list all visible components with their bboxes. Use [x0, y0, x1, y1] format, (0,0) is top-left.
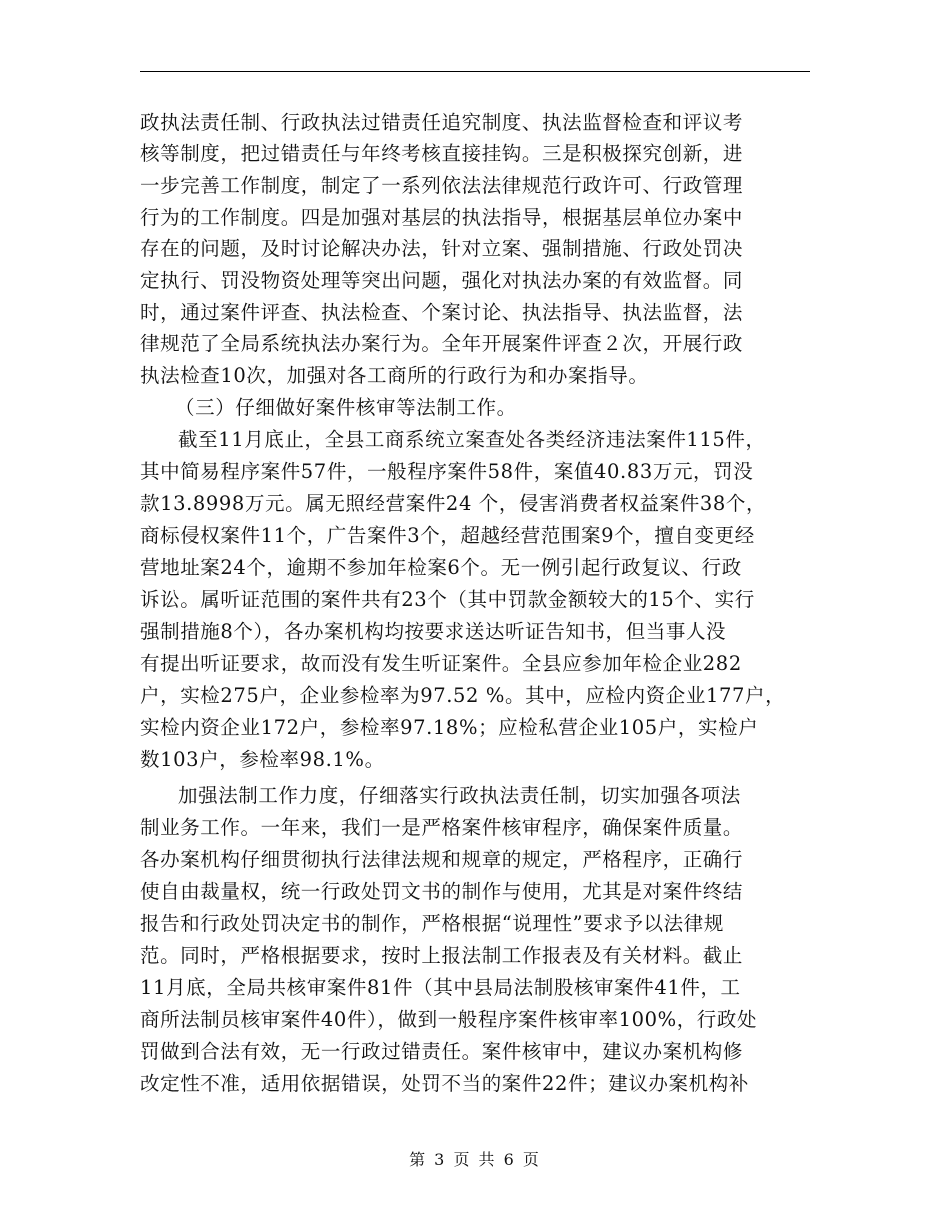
paragraph-line: 范。同时，严格根据要求，按时上报法制工作报表及有关材料。截止 — [140, 944, 744, 967]
paragraph-line: 各办案机构仔细贯彻执行法律法规和规章的规定，严格程序，正确行 — [140, 848, 744, 871]
paragraph-line: 户，实检275户，企业参检率为97.52 %。其中，应检内资企业177户， — [140, 684, 786, 707]
paragraph-line: 使自由裁量权，统一行政处罚文书的制作与使用，尤其是对案件终结 — [140, 880, 744, 903]
header-rule — [140, 71, 810, 72]
paragraph-line: 罚做到合法有效，无一行政过错责任。案件核审中，建议办案机构修 — [140, 1040, 744, 1063]
paragraph-line: 数103户，参检率98.1%。 — [140, 748, 385, 771]
paragraph-line: 存在的问题，及时讨论解决办法，针对立案、强制措施、行政处罚决 — [140, 237, 744, 260]
page-number: 第 3 页 共 6 页 — [409, 1150, 541, 1169]
paragraph-line: 商所法制员核审案件40件），做到一般程序案件核审率100%，行政处 — [140, 1008, 758, 1031]
paragraph-line: 改定性不准，适用依据错误，处罚不当的案件22件；建议办案机构补 — [140, 1072, 749, 1095]
paragraph-line: 报告和行政处罚决定书的制作，严格根据“说理性”要求予以法律规 — [140, 912, 724, 935]
paragraph-line: 制业务工作。一年来，我们一是严格案件核审程序，确保案件质量。 — [140, 816, 744, 839]
paragraph-line: 一步完善工作制度，制定了一系列依法法律规范行政许可、行政管理 — [140, 174, 744, 197]
paragraph-line: 加强法制工作力度，仔细落实行政执法责任制，切实加强各项法 — [178, 784, 741, 807]
paragraph-line: 核等制度，把过错责任与年终考核直接挂钩。三是积极探究创新，进 — [140, 142, 744, 165]
paragraph-line: 律规范了全局系统执法办案行为。全年开展案件评查２次，开展行政 — [140, 332, 744, 355]
paragraph-line: 诉讼。属听证范围的案件共有23个（其中罚款金额较大的15个、实行 — [140, 588, 755, 611]
paragraph-line: 定执行、罚没物资处理等突出问题，强化对执法办案的有效监督。同 — [140, 269, 744, 292]
paragraph-line: 政执法责任制、行政执法过错责任追究制度、执法监督检查和评议考 — [140, 111, 744, 134]
paragraph-line: 截至11月底止，全县工商系统立案查处各类经济违法案件115件， — [178, 428, 766, 451]
paragraph-line: 强制措施8个），各办案机构均按要求送达听证告知书，但当事人没 — [140, 620, 727, 643]
paragraph-line: 其中简易程序案件57件，一般程序案件58件，案值40.83万元，罚没 — [140, 460, 754, 483]
paragraph-line: 款13.8998万元。属无照经营案件24 个，侵害消费者权益案件38个， — [140, 492, 767, 515]
paragraph-line: 有提出听证要求，故而没有发生听证案件。全县应参加年检企业282 — [140, 652, 742, 675]
paragraph-line: 执法检查10次，加强对各工商所的行政行为和办案指导。 — [140, 364, 649, 387]
paragraph-line: 11月底，全局共核审案件81件（其中县局法制股核审案件41件，工 — [140, 976, 741, 999]
paragraph-line: 实检内资企业172户，参检率97.18%；应检私营企业105户，实检户 — [140, 716, 759, 739]
paragraph-line: 商标侵权案件11个，广告案件3个，超越经营范围案9个，擅自变更经 — [140, 524, 755, 547]
paragraph-line: 营地址案24个，逾期不参加年检案6个。无一例引起行政复议、行政 — [140, 556, 742, 579]
paragraph-line: 行为的工作制度。四是加强对基层的执法指导，根据基层单位办案中 — [140, 206, 744, 229]
paragraph-line: 时，通过案件评查、执法检查、个案讨论、执法指导、执法监督，法 — [140, 301, 744, 324]
section-heading: （三）仔细做好案件核审等法制工作。 — [175, 396, 517, 419]
